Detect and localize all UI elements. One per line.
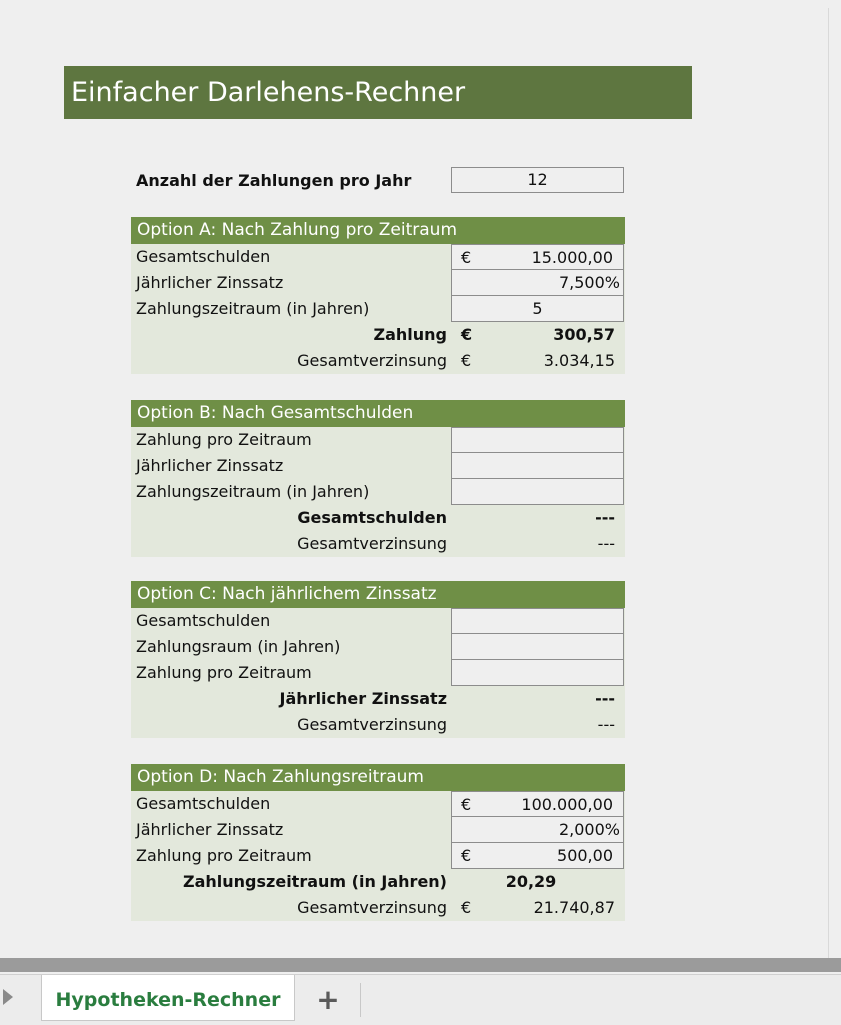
option-b-interest-row [131,531,625,557]
option-c-period-row [131,634,625,660]
option-d-payment-label: Zahlung pro Zeitraum [136,846,312,865]
sheet-tab-bar [0,974,841,1025]
option-c-rate-row [131,686,625,712]
option-d-total-debt-input[interactable] [451,791,624,817]
option-a-interest-row [131,348,625,374]
option-a-payment-row [131,322,625,348]
option-a-period-input[interactable] [451,296,624,322]
option-c-total-debt-row [131,608,625,634]
page-title: Einfacher Darlehens-Rechner [64,66,692,119]
option-b-rate-input[interactable] [451,453,624,479]
tab-hypotheken-rechner[interactable]: Hypotheken-Rechner [41,975,295,1021]
option-d-payment-value: 500,00 [557,846,613,865]
horizontal-scrollbar[interactable] [0,958,841,972]
option-a-total-debt-input[interactable] [451,244,624,270]
option-b-total-debt-row [131,505,625,531]
option-b-interest-value: --- [597,534,615,553]
payments-per-year-label: Anzahl der Zahlungen pro Jahr [136,171,412,190]
option-b-header: Option B: Nach Gesamtschulden [131,400,625,427]
option-b-section [131,400,625,557]
option-a-total-debt-value: 15.000,00 [531,248,613,267]
worksheet [0,8,829,958]
option-a-interest-value: 3.034,15 [543,351,615,370]
option-b-payment-input[interactable] [451,427,624,453]
payments-per-year-input[interactable]: 12 [451,167,624,193]
option-d-interest-value: 21.740,87 [533,898,615,917]
option-d-header: Option D: Nach Zahlungsreitraum [131,764,625,791]
option-c-rate-label: Jährlicher Zinssatz [279,689,447,708]
option-d-rate-input[interactable] [451,817,624,843]
option-c-period-input[interactable] [451,634,624,660]
option-c-rate-value: --- [595,689,615,708]
option-d-interest-label: Gesamtverzinsung [297,898,447,917]
option-c-total-debt-input[interactable] [451,608,624,634]
option-a-rate-row [131,270,625,296]
option-c-period-label: Zahlungsraum (in Jahren) [136,637,341,656]
option-c-payment-row [131,660,625,686]
option-b-interest-label: Gesamtverzinsung [297,534,447,553]
option-d-period-label: Zahlungszeitraum (in Jahren) [183,872,447,891]
option-d-rate-row [131,817,625,843]
option-a-total-debt-row [131,244,625,270]
option-b-total-debt-value: --- [595,508,615,527]
option-d-rate-label: Jährlicher Zinssatz [136,820,284,839]
option-d-interest-row [131,895,625,921]
currency-symbol: € [461,795,472,814]
currency-symbol: € [461,898,472,917]
option-a-total-debt-label: Gesamtschulden [136,247,271,266]
option-c-interest-value: --- [597,715,615,734]
option-b-period-label: Zahlungszeitraum (in Jahren) [136,482,370,501]
option-a-header: Option A: Nach Zahlung pro Zeitraum [131,217,625,244]
option-c-payment-label: Zahlung pro Zeitraum [136,663,312,682]
option-c-total-debt-label: Gesamtschulden [136,611,271,630]
option-b-payment-label: Zahlung pro Zeitraum [136,430,312,449]
option-a-period-row [131,296,625,322]
currency-symbol: € [461,351,472,370]
option-c-payment-input[interactable] [451,660,624,686]
option-a-rate-label: Jährlicher Zinssatz [136,273,284,292]
option-c-header: Option C: Nach jährlichem Zinssatz [131,581,625,608]
add-sheet-button[interactable]: + [316,983,340,1016]
option-a-period-label: Zahlungszeitraum (in Jahren) [136,299,370,318]
option-b-payment-row [131,427,625,453]
option-b-period-row [131,479,625,505]
option-a-rate-value: 7,500% [558,273,620,292]
currency-symbol: € [461,325,473,344]
divider [360,983,361,1017]
option-d-payment-input[interactable] [451,843,624,869]
option-d-total-debt-row [131,791,625,817]
option-d-total-debt-label: Gesamtschulden [136,794,271,813]
option-b-total-debt-label: Gesamtschulden [297,508,447,527]
option-c-interest-row [131,712,625,738]
option-a-rate-input[interactable] [451,270,624,296]
option-c-section [131,581,625,738]
currency-symbol: € [461,248,472,267]
option-d-section [131,764,625,921]
option-d-period-value: 20,29 [505,872,557,891]
option-a-payment-value: 300,57 [553,325,615,344]
option-d-period-row [131,869,625,895]
currency-symbol: € [461,846,472,865]
option-d-total-debt-value: 100.000,00 [521,795,613,814]
option-b-rate-row [131,453,625,479]
option-b-rate-label: Jährlicher Zinssatz [136,456,284,475]
option-b-period-input[interactable] [451,479,624,505]
play-arrow-icon[interactable] [3,989,13,1005]
option-a-interest-label: Gesamtverzinsung [297,351,447,370]
option-d-payment-row [131,843,625,869]
option-a-section [131,217,625,374]
option-a-payment-label: Zahlung [373,325,447,344]
option-c-interest-label: Gesamtverzinsung [297,715,447,734]
option-a-period-value: 5 [532,299,543,318]
option-d-rate-value: 2,000% [558,820,620,839]
